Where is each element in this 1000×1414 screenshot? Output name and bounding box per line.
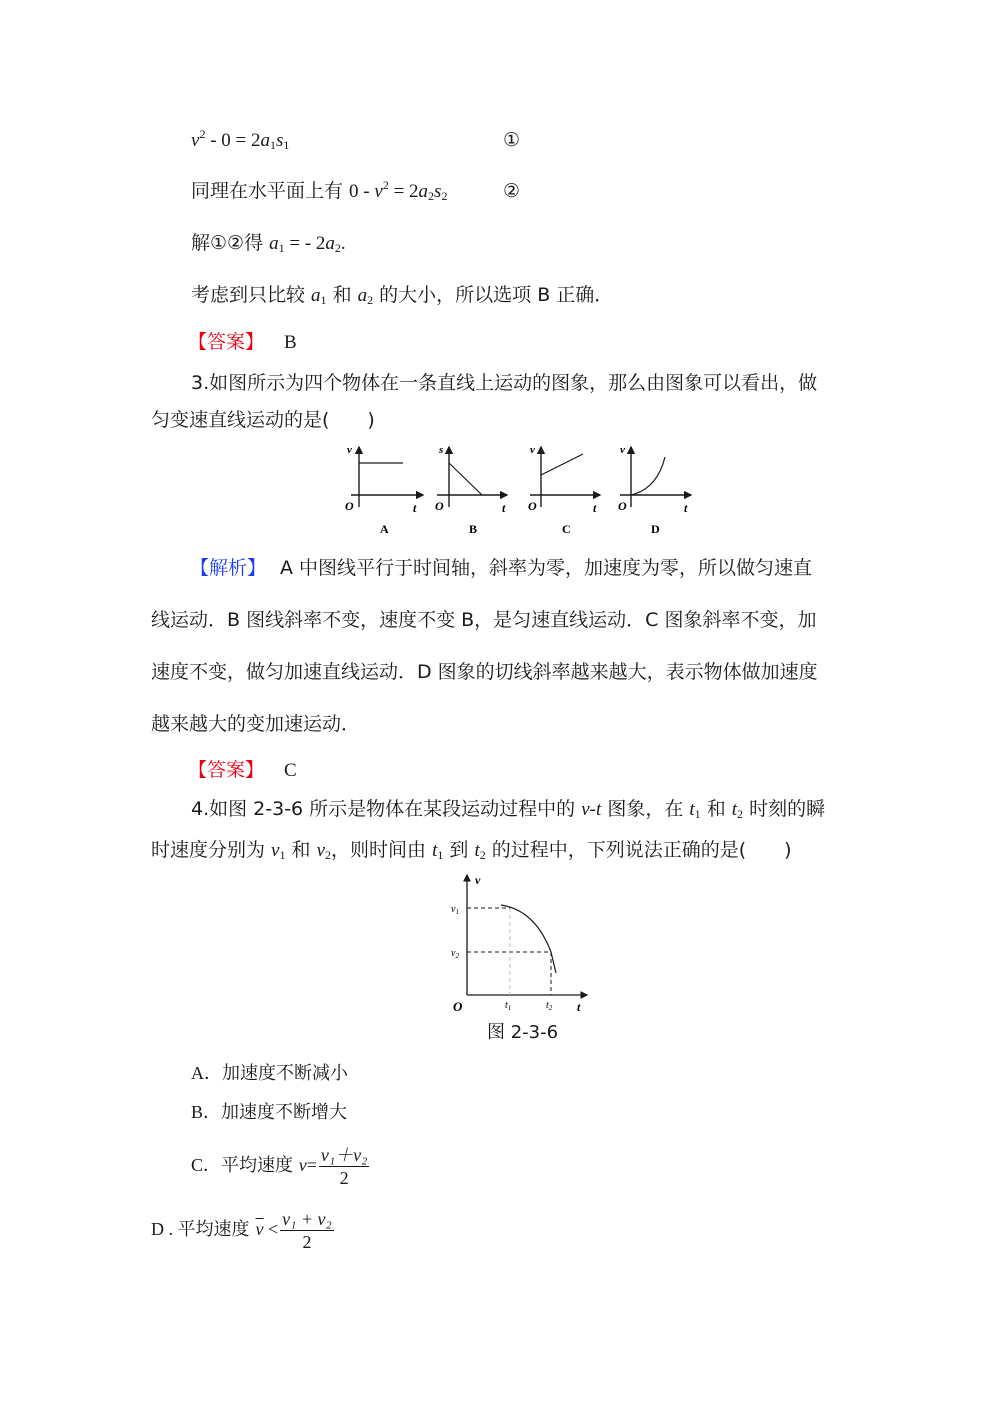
option-text: 平均速度 (177, 1219, 250, 1240)
subscript: 1 (269, 138, 276, 152)
text: 4.如图 2-3-6 所示是物体在某段运动过程中的 (191, 798, 582, 820)
option-b[interactable] (191, 1100, 347, 1125)
y-axis-label: v (475, 873, 481, 887)
text: 的过程中，下列说法正确的是( ) (485, 839, 792, 861)
var-v: v (191, 130, 200, 151)
eq-prefix: 同理在水平面上有 (191, 180, 350, 202)
option-letter: A． (191, 1063, 222, 1083)
numerator: v₁＋v₂ (320, 1144, 368, 1165)
option-c[interactable] (191, 1141, 369, 1190)
text: 和 (326, 284, 358, 306)
origin-label: O (618, 499, 627, 513)
option-letter-dot: . (164, 1219, 178, 1239)
graph-line (541, 454, 583, 475)
text: 和 (285, 839, 317, 861)
text: 的大小，所以选项 B 正确． (373, 284, 614, 306)
question-3-line-2: 匀变速直线运动的是( ) (151, 409, 375, 431)
x-axis-label: t (413, 501, 417, 515)
t1-label: $t_1$ (505, 1000, 512, 1012)
fraction (319, 1144, 370, 1189)
eq-sign: = (306, 1155, 317, 1175)
origin-label: O (345, 499, 354, 513)
exponent: 2 (382, 178, 389, 192)
figure-2-3-6 (445, 870, 605, 1015)
option-letter: D (151, 1219, 164, 1239)
option-text: 加速度不断增大 (221, 1102, 348, 1123)
y-axis-label: v (620, 444, 625, 456)
subscript: 1 (279, 848, 286, 862)
var-v: v (271, 840, 280, 861)
text: 和 (700, 798, 732, 820)
denominator: 2 (339, 1167, 349, 1188)
answer-value: B (284, 332, 297, 353)
subscript: 2 (428, 189, 435, 203)
equation-3 (191, 231, 346, 256)
graph-curve (631, 457, 665, 495)
option-text: 平均速度 (221, 1155, 299, 1176)
vt-curve (501, 905, 556, 973)
denominator: 2 (302, 1231, 312, 1252)
eq-text: . (340, 233, 346, 254)
subscript: 2 (441, 189, 448, 203)
eq-text: - 0 = 2 (205, 130, 261, 151)
v2-label: $v_2$ (451, 948, 459, 960)
graph-d (618, 444, 691, 536)
origin-label: O (435, 499, 444, 513)
graph-line (449, 463, 482, 495)
exponent: 2 (199, 127, 206, 141)
text: 时速度分别为 (151, 839, 272, 861)
var-a: a (260, 130, 270, 151)
var-v: v (374, 181, 383, 202)
x-axis-label: t (502, 501, 506, 515)
subscript: 1 (437, 848, 444, 862)
var-a: a (269, 233, 279, 254)
eq-text: = - 2 (284, 233, 326, 254)
graph-label: B (469, 522, 478, 536)
subscript: 2 (479, 848, 486, 862)
eq-prefix: 解①②得 (191, 232, 270, 254)
answer-value: C (284, 760, 297, 781)
eq-text: 0 - (349, 181, 375, 202)
var-t: t (432, 840, 438, 861)
answer-tag: 【答案】 (188, 331, 265, 353)
option-text: 加速度不断减小 (222, 1063, 348, 1084)
question-4-line-1 (191, 797, 825, 822)
subscript: 2 (334, 241, 341, 255)
var-t: t (689, 799, 695, 820)
figure-caption: 图 2-3-6 (487, 1022, 559, 1043)
origin-label: O (453, 999, 463, 1014)
graph-a (345, 444, 423, 536)
var-v-bar: $\overline{v}$ (255, 1219, 264, 1239)
equation-1-mark: ① (503, 129, 521, 151)
option-d[interactable] (151, 1205, 334, 1254)
text: 图象，在 (601, 798, 690, 820)
subscript: 2 (325, 848, 332, 862)
x-axis-label: t (593, 501, 597, 515)
answer-2 (188, 330, 297, 355)
analysis-3-line-2: 线运动．B 图线斜率不变，速度不变 B，是匀速直线运动．C 图象斜率不变，加 (151, 609, 817, 631)
var-a: a (357, 285, 368, 306)
analysis-3-line-1 (190, 556, 812, 580)
var-s: s (434, 181, 442, 202)
fraction (280, 1208, 334, 1253)
var-vt: v-t (581, 799, 602, 820)
var-a: a (325, 233, 335, 254)
answer-3 (188, 758, 297, 783)
var-a: a (311, 285, 321, 306)
equation-2 (191, 179, 447, 204)
equation-1 (191, 128, 289, 153)
graph-c (528, 444, 600, 536)
y-axis-label: s (439, 444, 444, 456)
t2-label: $t_2$ (546, 1000, 553, 1012)
text: 到 (443, 839, 475, 861)
answer-tag: 【答案】 (188, 759, 265, 781)
option-a[interactable] (191, 1061, 348, 1086)
option-letter: B． (191, 1102, 222, 1122)
y-axis-label: v (347, 444, 352, 456)
var-s: s (275, 130, 284, 151)
text: 时刻的瞬 (743, 798, 826, 820)
question-4-line-2 (151, 838, 792, 863)
analysis-tag: 【解析】 (190, 557, 267, 579)
graph-b (435, 444, 507, 536)
subscript: 2 (367, 293, 374, 307)
graph-label: C (562, 522, 571, 536)
v1-label: $v_1$ (451, 904, 459, 916)
analysis-3-line-4: 越来越大的变加速运动． (151, 713, 361, 735)
graph-label: D (651, 522, 660, 536)
var-v: v (298, 1155, 307, 1175)
origin-label: O (528, 499, 537, 513)
lt-sign: < (263, 1219, 279, 1239)
conclusion (191, 283, 613, 308)
x-axis-label: t (684, 501, 688, 515)
analysis-text: A 中图线平行于时间轴，斜率为零，加速度为零，所以做匀速直 (280, 557, 813, 579)
var-t: t (731, 799, 738, 820)
analysis-3-line-3: 速度不变，做匀加速直线运动．D 图象的切线斜率越来越大，表示物体做加速度 (151, 661, 818, 683)
option-letter: C． (191, 1155, 222, 1175)
question-3-graphs (335, 437, 715, 547)
question-3-line-1: 3.如图所示为四个物体在一条直线上运动的图象，那么由图象可以看出，做 (191, 372, 818, 394)
var-a: a (418, 181, 429, 202)
subscript: 2 (737, 807, 744, 821)
subscript: 1 (283, 138, 290, 152)
subscript: 1 (278, 241, 285, 255)
y-axis-label: v (530, 444, 535, 456)
var-v: v (316, 840, 326, 861)
subscript: 1 (320, 293, 327, 307)
x-axis-label: t (577, 1000, 581, 1014)
var-t: t (474, 840, 480, 861)
equation-2-mark: ② (503, 180, 521, 202)
subscript: 1 (694, 807, 701, 821)
numerator: v₁ + v₂ (282, 1208, 332, 1229)
text: ，则时间由 (331, 839, 433, 861)
graph-label: A (380, 522, 389, 536)
text: 考虑到只比较 (191, 284, 312, 306)
eq-text: = 2 (388, 181, 419, 202)
